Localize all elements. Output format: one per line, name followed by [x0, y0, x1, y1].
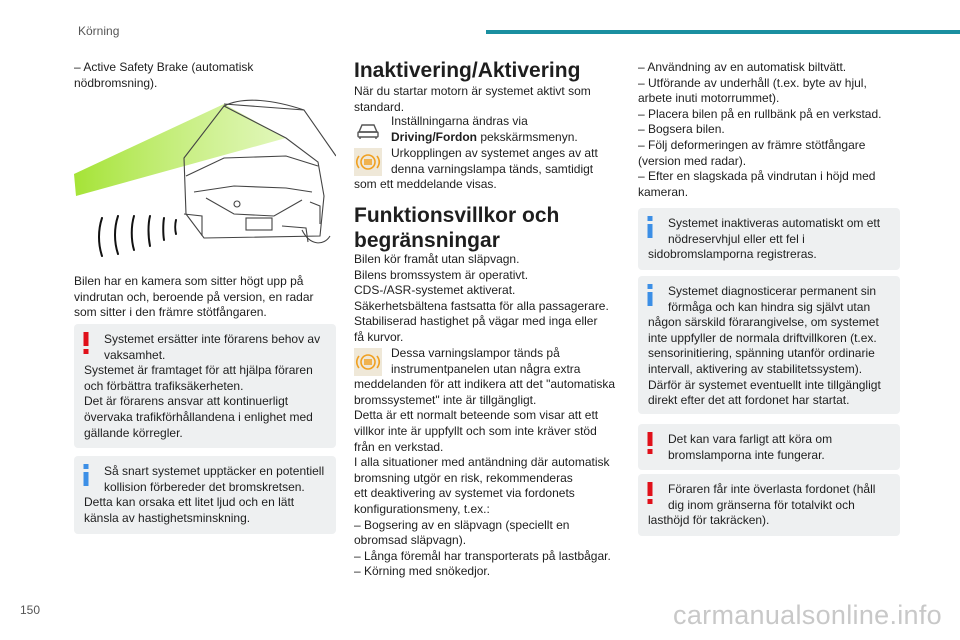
info-note-spare-wheel: Systemet inaktiveras automatiskt om ett nödreservhjul eller ett fel i sidobromslamporna registreras. [638, 208, 900, 270]
info-note-diagnostics: Systemet diagnosticerar permanent sin förmåga och kan hindra sig självt utan någon särskild förarangivelse, om systemet inte uppfyller de normala driftvillkoren (t.ex. sensorinitiering, spänning utanför ordinarie intervall, aktivering av stabilitetssystem). Därför är systemet eventuellt inte tillgängligt direkt efter det att fordonet har startat. [638, 276, 900, 414]
info-icon [82, 464, 90, 486]
section-heading-deactivation: Inaktivering/Aktivering [354, 59, 581, 82]
car-settings-paragraph: Inställningarna ändras via Driving/Fordon pekskärmsmenyn. [354, 114, 624, 146]
info-icon [646, 284, 654, 306]
info-note-collision: Så snart systemet upptäcker en potentiell kollision förbereder det bromskretsen. Detta kan orsaka ett litet ljud och en lätt känsla av hastighetsminskning. [74, 456, 336, 534]
conditions-list: Bilen kör framåt utan släpvagn. Bilens bromssystem är operativt. CDS-/ASR-systemet aktiverat. Säkerhetsbältena fastsatta för alla passagerare. Stabiliserad hastighet på vägar med inga eller få kurvor. [354, 252, 609, 344]
exclamation-icon [646, 482, 654, 504]
car-camera-illustration [74, 96, 336, 266]
car-icon [354, 116, 382, 144]
section-heading-conditions: Funktionsvillkor och begränsningar [354, 204, 560, 252]
warning-note-vigilance: Systemet ersätter inte förarens behov av vaksamhet. Systemet är framtaget för att hjälpa föraren och förbättra trafiksäkerheten. Det är förarens ansvar att kontinuerligt övervaka trafikförhållandena i enlighet med gällande körregler. [74, 324, 336, 448]
warning-note-brake-lights: Det kan vara farligt att köra om bromslamporna inte fungerar. [638, 424, 900, 470]
page-number: 150 [20, 603, 41, 617]
warning-lamp-paragraph: Urkopplingen av systemet anges av att denna varningslampa tänds, samtidigt som ett meddelande visas. [354, 146, 598, 192]
brake-warning-lamp-icon [354, 148, 382, 176]
info-icon [646, 216, 654, 238]
exclamation-icon [82, 332, 90, 354]
brake-warning-lamp-icon [354, 348, 382, 376]
intro-paragraph: När du startar motorn är systemet aktivt som standard. [354, 84, 591, 114]
lamps-paragraph: Dessa varningslampor tänds på instrumentpanelen utan några extra meddelanden för att indikera att det "automatiska bromssystemet" inte är tillgängligt. Detta är ett normalt beteende som visar att ett villkor inte är uppfyllt och som inte kräver stöd från en verkstad. I alla situationer med antändning där automatisk bromsning utgör en risk, rekommenderas ett deaktivering av systemet via fordonets konfigurationsmeny, t.ex.: – Bogsering av en släpvagn (speciellt en obromsad släpvagn). – Långa föremål har transporterats på lastbågar. – Körning med snökedjor. [354, 346, 616, 579]
header-accent-bar [486, 30, 960, 34]
warning-note-overload: Föraren får inte överlasta fordonet (håll dig inom gränserna för totalvikt och lasthöjd för takräcken). [638, 474, 900, 536]
camera-radar-paragraph: Bilen har en kamera som sitter högt upp på vindrutan och, beroende på version, en radar som sitter i den främre stötfångaren. [74, 274, 314, 320]
exclamation-icon [646, 432, 654, 454]
situations-list: – Användning av en automatisk biltvätt. – Utförande av underhåll (t.ex. byte av hjul, arbete inuti motorrummet). – Placera bilen på en rullbänk på en verkstad. – Bogsera bilen. – Följ deformeringen av främre stötfångare (version med radar). – Efter en slagskada på vindrutan i höjd med kameran. [638, 60, 882, 199]
watermark: carmanualsonline.info [673, 600, 942, 630]
page-header-title: Körning [78, 24, 120, 38]
intro-list-item: – Active Safety Brake (automatisk nödbromsning). [74, 60, 254, 90]
